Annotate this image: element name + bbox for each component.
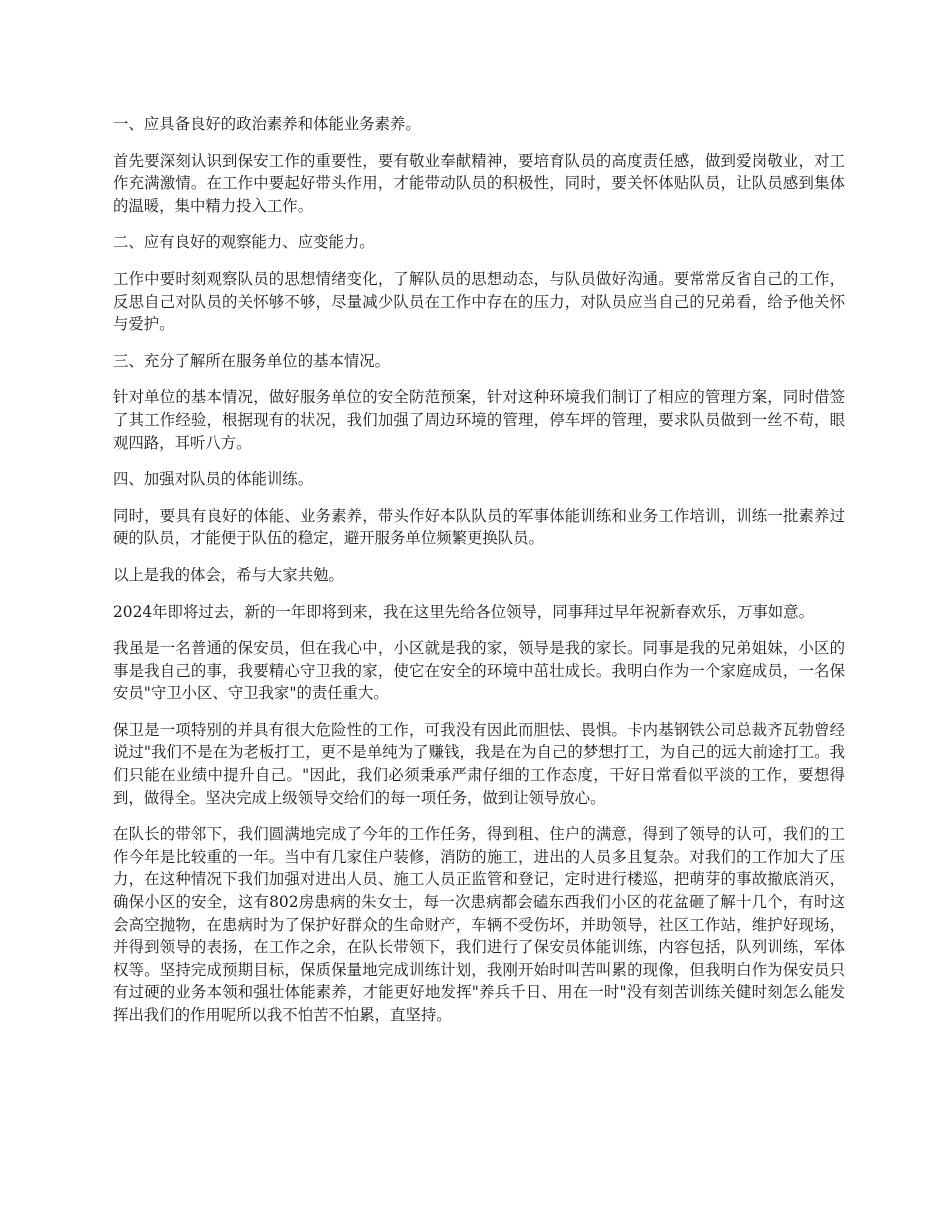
- body-paragraph: 首先要深刻认识到保安工作的重要性，要有敬业奉献精神，要培育队员的高度责任感，做到爱岗敬业，对工作充满激情。在工作中要起好带头作用，才能带动队员的积极性，同时，要关怀体贴队员，让队员感到集体的温暖，集中精力投入工作。: [113, 151, 845, 215]
- document-body: [113, 113, 845, 1041]
- section-heading-2: 二、应有良好的观察能力、应变能力。: [113, 233, 375, 252]
- section-heading-4: 四、加强对队员的体能训练。: [113, 470, 314, 489]
- body-paragraph: 在队长的带邻下，我们圆满地完成了今年的工作任务，得到租、住户的满意，得到了领导的认可，我们的工作今年是比较重的一年。当中有几家住户装修，消防的施工，进出的人员多且复杂。对我们的工作加大了压力，在这种情况下我们加强对进出人员、施工人员正监管和登记，定时进行楼巡，把萌芽的事故撤底消灭，确保小区的安全，这有802房患病的朱女士，每一次患病都会磕东西我们小区的花盆砸了解十几个，有时这会高空抛物，在患病时为了保护好群众的生命财产，车辆不受伤坏，并助领导，社区工作站，维护好现场，并得到领导的表扬，在工作之余，在队长带领下，我们进行了保安员体能训练，内容包括，队列训练，军体权等。坚持完成预期目标，保质保量地完成训练计划，我刚开始时叫苦叫累的现像，但我明白作为保安员只有过硬的业务本领和强壮体能素养，才能更好地发挥"养兵千日、用在一时"没有刻苦训练关健时刻怎么能发挥出我们的作用呢所以我不怕苦不怕累，直坚持。: [113, 825, 845, 1024]
- body-paragraph: 针对单位的基本情况，做好服务单位的安全防范预案，针对这种环境我们制订了相应的管理方案，同时借签了其工作经验，根据现有的状况，我们加强了周边环境的管理，停车坪的管理，要求队员做到一丝不苟，眼观四路，耳听八方。: [113, 388, 845, 452]
- section-heading-3: 三、充分了解所在服务单位的基本情况。: [113, 351, 391, 370]
- body-paragraph: 工作中要时刻观察队员的思想情绪变化，了解队员的思想动态，与队员做好沟通。要常常反省自己的工作，反思自己对队员的关怀够不够，尽量减少队员在工作中存在的压力，对队员应当自己的兄弟看，给予他关怀与爱护。: [113, 269, 845, 334]
- section-heading-1: 一、应具备良好的政治素养和体能业务素养。: [113, 115, 421, 133]
- body-paragraph: 保卫是一项特别的并具有很大危险性的工作，可我没有因此而胆怯、畏惧。卡内基钢铁公司总裁齐瓦勃曾经说过"我们不是在为老板打工，更不是单纯为了赚钱，我是在为自己的梦想打工，为自己的远大前途打工。我们只能在业绩中提升自己。"因此，我们必须秉承严肃仔细的工作态度，干好日常看似平淡的工作，要想得到，做得全。坚决完成上级领导交给们的每一项任务，做到让领导放心。: [113, 720, 845, 807]
- body-paragraph: 我虽是一名普通的保安员，但在我心中，小区就是我的家，领导是我的家长。同事是我的兄弟姐妹，小区的事是我自己的事，我要精心守卫我的家，使它在安全的环境中茁壮成长。我明白作为一个家庭成员，一名保安员"守卫小区、守卫我家"的责任重大。: [113, 639, 845, 703]
- body-paragraph: 同时，要具有良好的体能、业务素养，带头作好本队队员的军事体能训练和业务工作培训，训练一批素养过硬的队员，才能便于队伍的稳定，避开服务单位频繁更换队员。: [113, 506, 845, 548]
- new-year-greeting: 2024年即将过去，新的一年即将到来，我在这里先给各位领导，同事拜过早年祝新春欢乐，万事如意。: [113, 602, 814, 621]
- closing-remark: 以上是我的体会，希与大家共勉。: [113, 565, 344, 584]
